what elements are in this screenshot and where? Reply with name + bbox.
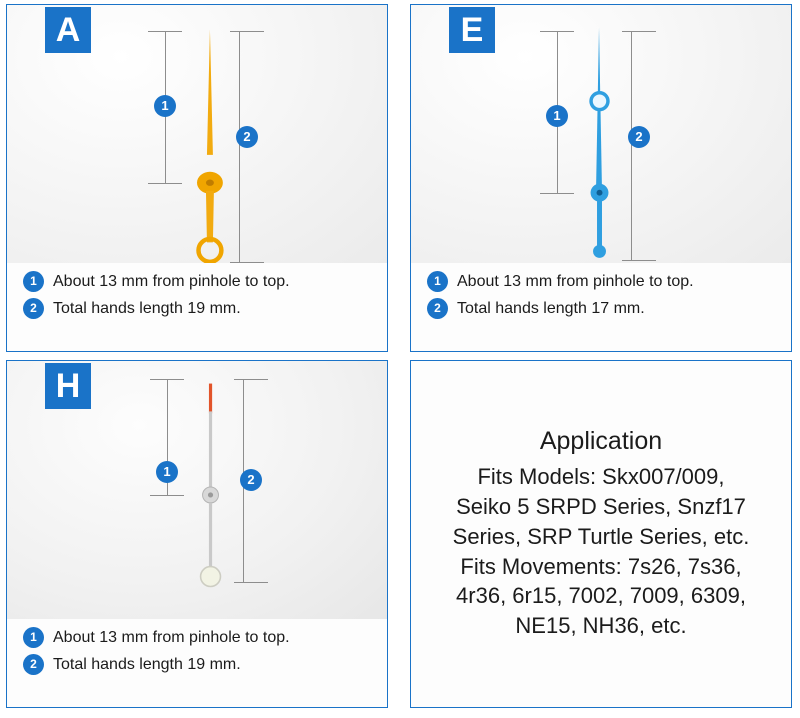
marker-2: 2 xyxy=(240,469,262,491)
application-line: Fits Models: Skx007/009, xyxy=(477,464,725,490)
caption-number: 1 xyxy=(427,271,448,292)
panel-variant-e xyxy=(410,4,792,352)
caption-row xyxy=(427,298,791,319)
measure-tick-2-top xyxy=(234,379,268,380)
application-line: NE15, NH36, etc. xyxy=(515,612,687,638)
application-title: Application xyxy=(539,427,663,456)
hand-photo-e xyxy=(411,5,791,263)
caption-list-a xyxy=(7,263,387,325)
application-text-block xyxy=(411,361,791,707)
minute-hand-blade xyxy=(207,30,213,155)
caption-row xyxy=(427,271,791,292)
marker-2: 2 xyxy=(236,126,258,148)
measure-tick-2-bottom xyxy=(234,582,268,583)
caption-number: 1 xyxy=(23,627,44,648)
marker-2: 2 xyxy=(628,126,650,148)
application-line: Seiko 5 SRPD Series, Snzf17 xyxy=(456,494,746,520)
second-hand-counterweight xyxy=(593,245,606,258)
marker-1: 1 xyxy=(154,95,176,117)
caption-row xyxy=(23,654,387,675)
variant-badge-e: E xyxy=(449,7,495,53)
marker-1: 1 xyxy=(156,461,178,483)
measure-tick-1-top xyxy=(148,31,182,32)
measure-tick-1-bottom xyxy=(148,183,182,184)
measure-tick-1-top xyxy=(540,31,574,32)
second-hand-pinhole xyxy=(597,190,603,196)
measure-line-2 xyxy=(239,31,240,263)
hand-photo-a xyxy=(7,5,387,263)
caption-row xyxy=(23,271,387,292)
second-hand-shaft-upper xyxy=(209,411,212,489)
measure-tick-2-top xyxy=(622,31,656,32)
second-hand-tip xyxy=(209,384,212,414)
caption-text: Total hands length 19 mm. xyxy=(53,655,241,673)
caption-number: 2 xyxy=(23,298,44,319)
variant-badge-a: A xyxy=(45,7,91,53)
caption-number: 1 xyxy=(23,271,44,292)
minute-hand-pinhole xyxy=(206,180,214,186)
caption-text: About 13 mm from pinhole to top. xyxy=(53,272,290,290)
caption-row xyxy=(23,298,387,319)
marker-1: 1 xyxy=(546,105,568,127)
caption-text: Total hands length 19 mm. xyxy=(53,299,241,317)
measure-tick-1-bottom xyxy=(540,193,574,194)
hand-photo-h xyxy=(7,361,387,619)
second-hand-tail xyxy=(597,201,602,249)
panel-application xyxy=(410,360,792,708)
caption-text: Total hands length 17 mm. xyxy=(457,299,645,317)
caption-text: About 13 mm from pinhole to top. xyxy=(457,272,694,290)
measure-tick-1-bottom xyxy=(150,495,184,496)
second-hand-counterweight xyxy=(201,567,221,587)
measure-tick-1-top xyxy=(150,379,184,380)
application-line: 4r36, 6r15, 7002, 7009, 6309, xyxy=(456,583,746,609)
measure-tick-2-top xyxy=(230,31,264,32)
second-hand-pinhole xyxy=(208,492,213,497)
minute-hand-tail xyxy=(206,191,214,243)
application-line: Fits Movements: 7s26, 7s36, xyxy=(460,553,742,579)
caption-number: 2 xyxy=(23,654,44,675)
caption-text: About 13 mm from pinhole to top. xyxy=(53,628,290,646)
caption-number: 2 xyxy=(427,298,448,319)
second-hand-lume-ring xyxy=(591,93,608,110)
variant-badge-h: H xyxy=(45,363,91,409)
measure-tick-2-bottom xyxy=(622,260,656,261)
application-line: Series, SRP Turtle Series, etc. xyxy=(452,523,750,549)
panel-variant-a xyxy=(6,4,388,352)
second-hand-shaft-lower xyxy=(209,503,212,569)
caption-list-h xyxy=(7,619,387,681)
panel-variant-h xyxy=(6,360,388,708)
caption-list-e xyxy=(411,263,791,325)
caption-row xyxy=(23,627,387,648)
